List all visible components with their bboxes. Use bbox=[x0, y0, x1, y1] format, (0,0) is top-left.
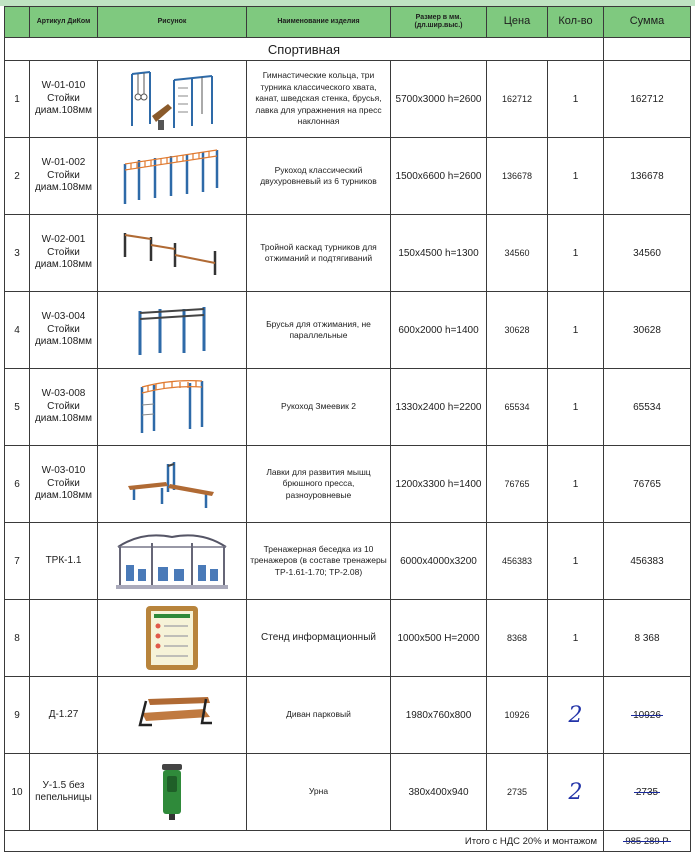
row-picture bbox=[98, 138, 247, 215]
row-picture bbox=[98, 754, 247, 831]
row-article: ТРК-1.1 bbox=[30, 523, 98, 600]
row-article: W-03-004 Стойки диам.108мм bbox=[30, 292, 98, 369]
row-qty: 1 bbox=[548, 523, 604, 600]
total-cell bbox=[604, 831, 691, 852]
row-qty: 1 bbox=[548, 369, 604, 446]
row-picture bbox=[98, 61, 247, 138]
row-article: W-01-002 Стойки диам.108мм bbox=[30, 138, 98, 215]
row-qty: 1 bbox=[548, 215, 604, 292]
row-size: 600х2000 h=1400 bbox=[391, 292, 487, 369]
row-number: 8 bbox=[5, 600, 30, 677]
row-number: 10 bbox=[5, 754, 30, 831]
row-name: Диван парковый bbox=[247, 677, 391, 754]
row-sum: 34560 bbox=[604, 215, 691, 292]
row-sum: 30628 bbox=[604, 292, 691, 369]
row-article: W-03-008 Стойки диам.108мм bbox=[30, 369, 98, 446]
row-article: W-03-010 Стойки диам.108мм bbox=[30, 446, 98, 523]
col-picture: Рисунок bbox=[98, 7, 247, 38]
table-row bbox=[5, 754, 691, 831]
row-price: 30628 bbox=[487, 292, 548, 369]
row-number: 1 bbox=[5, 61, 30, 138]
col-no bbox=[5, 7, 30, 38]
table-row bbox=[5, 292, 691, 369]
table-header bbox=[5, 7, 691, 38]
row-number: 4 bbox=[5, 292, 30, 369]
row-qty: 1 bbox=[548, 138, 604, 215]
gym-pavilion-icon bbox=[112, 529, 232, 593]
gymnastic-rings-complex-icon bbox=[122, 66, 222, 132]
row-sum bbox=[604, 754, 691, 831]
row-price: 65534 bbox=[487, 369, 548, 446]
row-qty: 1 bbox=[548, 446, 604, 523]
total-row bbox=[5, 831, 691, 852]
row-name: Тренажерная беседка из 10 тренажеров (в составе тренажеры ТР-1.61-1.70; ТР-2.08) bbox=[247, 523, 391, 600]
info-stand-icon bbox=[142, 604, 202, 672]
col-sum: Сумма bbox=[604, 7, 691, 38]
total-value: 985 289 Р bbox=[625, 835, 669, 847]
row-sum: 65534 bbox=[604, 369, 691, 446]
col-size: Размер в мм. (дл.шир.выс.) bbox=[391, 7, 487, 38]
row-qty: 1 bbox=[548, 600, 604, 677]
row-size: 6000х4000х3200 bbox=[391, 523, 487, 600]
row-article: W-02-001 Стойки диам.108мм bbox=[30, 215, 98, 292]
table-row bbox=[5, 138, 691, 215]
row-price: 76765 bbox=[487, 446, 548, 523]
row-price: 456383 bbox=[487, 523, 548, 600]
park-bench-icon bbox=[130, 695, 214, 735]
struck-sum: 2735 bbox=[635, 786, 659, 798]
price-table bbox=[4, 6, 691, 852]
row-name: Стенд информационный bbox=[247, 600, 391, 677]
table-row bbox=[5, 600, 691, 677]
row-picture bbox=[98, 523, 247, 600]
row-picture bbox=[98, 369, 247, 446]
row-name: Брусья для отжимания, не параллельные bbox=[247, 292, 391, 369]
handwritten-qty: 2 bbox=[568, 779, 583, 805]
row-name: Гимнастические кольца, три турника классического хвата, канат, шведская стенка, брусья, лавка для упражнения на пресс наклонная bbox=[247, 61, 391, 138]
table-row bbox=[5, 61, 691, 138]
col-price: Цена bbox=[487, 7, 548, 38]
total-label: Итого с НДС 20% и монтажом bbox=[5, 831, 604, 852]
row-number: 7 bbox=[5, 523, 30, 600]
row-price: 162712 bbox=[487, 61, 548, 138]
row-number: 6 bbox=[5, 446, 30, 523]
table-row bbox=[5, 369, 691, 446]
col-article: Артикул ДиКом bbox=[30, 7, 98, 38]
row-article: W-01-010 Стойки диам.108мм bbox=[30, 61, 98, 138]
row-sum bbox=[604, 677, 691, 754]
row-picture bbox=[98, 677, 247, 754]
row-name: Рукоход классический двухуровневый из 6 турников bbox=[247, 138, 391, 215]
row-price: 34560 bbox=[487, 215, 548, 292]
handwritten-qty: 2 bbox=[568, 702, 583, 728]
row-size: 1330х2400 h=2200 bbox=[391, 369, 487, 446]
row-name: Лавки для развития мышц брюшного пресса, разноуровневые bbox=[247, 446, 391, 523]
row-size: 150х4500 h=1300 bbox=[391, 215, 487, 292]
table-row bbox=[5, 215, 691, 292]
triple-pullup-bars-icon bbox=[117, 223, 227, 283]
row-sum: 136678 bbox=[604, 138, 691, 215]
row-article: У-1.5 без пепельницы bbox=[30, 754, 98, 831]
row-number: 3 bbox=[5, 215, 30, 292]
struck-sum: 10926 bbox=[633, 709, 661, 721]
table-row bbox=[5, 677, 691, 754]
row-price: 136678 bbox=[487, 138, 548, 215]
col-qty: Кол-во bbox=[548, 7, 604, 38]
row-sum: 456383 bbox=[604, 523, 691, 600]
row-number: 2 bbox=[5, 138, 30, 215]
row-price: 10926 bbox=[487, 677, 548, 754]
row-price: 8368 bbox=[487, 600, 548, 677]
trash-bin-icon bbox=[157, 762, 187, 822]
section-empty-cell bbox=[604, 38, 691, 61]
row-name: Урна bbox=[247, 754, 391, 831]
ab-benches-icon bbox=[122, 452, 222, 516]
row-size: 1000х500 Н=2000 bbox=[391, 600, 487, 677]
row-article bbox=[30, 600, 98, 677]
row-name: Тройной каскад турников для отжиманий и подтягиваний bbox=[247, 215, 391, 292]
row-number: 5 bbox=[5, 369, 30, 446]
row-sum: 8 368 bbox=[604, 600, 691, 677]
row-qty bbox=[548, 754, 604, 831]
row-article: Д-1.27 bbox=[30, 677, 98, 754]
monkey-bars-icon bbox=[117, 144, 227, 208]
row-size: 1500х6600 h=2600 bbox=[391, 138, 487, 215]
row-picture bbox=[98, 446, 247, 523]
section-row bbox=[5, 38, 691, 61]
row-size: 5700х3000 h=2600 bbox=[391, 61, 487, 138]
row-qty bbox=[548, 677, 604, 754]
row-qty: 1 bbox=[548, 292, 604, 369]
row-sum: 76765 bbox=[604, 446, 691, 523]
row-picture bbox=[98, 292, 247, 369]
row-size: 380х400х940 bbox=[391, 754, 487, 831]
col-name: Наименование изделия bbox=[247, 7, 391, 38]
row-picture bbox=[98, 600, 247, 677]
snake-monkey-bars-icon bbox=[134, 375, 210, 439]
parallel-bars-icon bbox=[132, 299, 212, 361]
row-qty: 1 bbox=[548, 61, 604, 138]
row-sum: 162712 bbox=[604, 61, 691, 138]
row-price: 2735 bbox=[487, 754, 548, 831]
row-name: Рукоход Змеевик 2 bbox=[247, 369, 391, 446]
row-size: 1980х760х800 bbox=[391, 677, 487, 754]
row-size: 1200х3300 h=1400 bbox=[391, 446, 487, 523]
table-row bbox=[5, 446, 691, 523]
row-picture bbox=[98, 215, 247, 292]
section-title: Спортивная bbox=[5, 38, 604, 61]
row-number: 9 bbox=[5, 677, 30, 754]
table-row bbox=[5, 523, 691, 600]
